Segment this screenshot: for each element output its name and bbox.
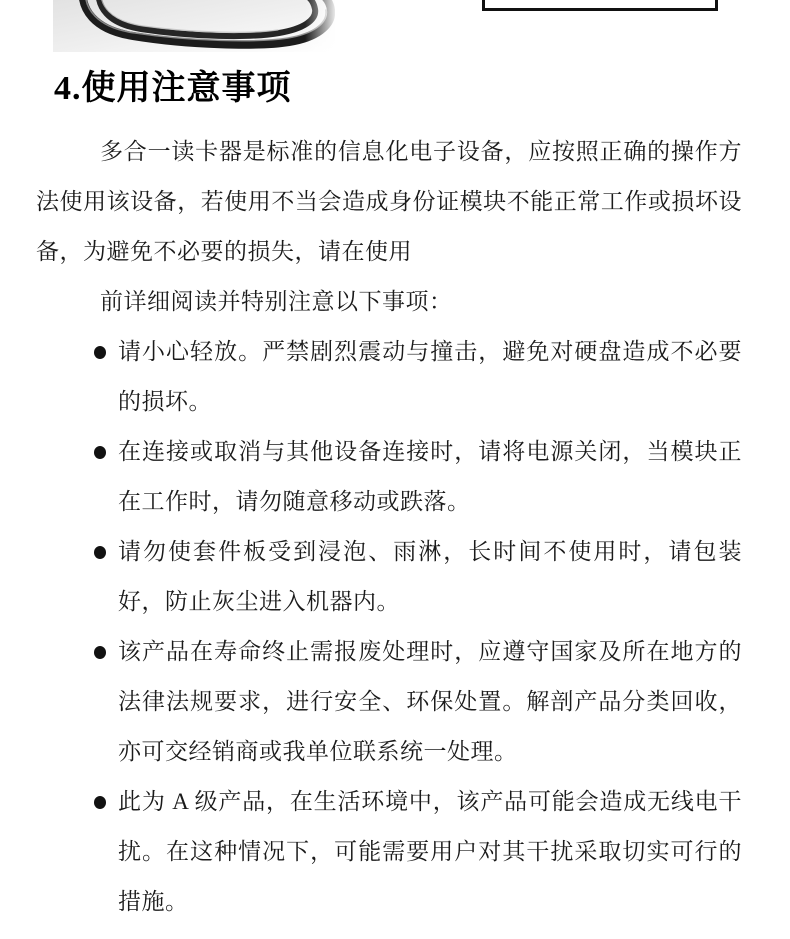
list-item	[36, 777, 742, 927]
list-item-text: 在连接或取消与其他设备连接时，请将电源关闭，当模块正在工作时，请勿随意移动或跌落。	[118, 439, 742, 514]
list-item-text: 此为 A 级产品，在生活环境中，该产品可能会造成无线电干扰。在这种情况下，可能需要用户对其干扰采取切实可行的措施。	[118, 789, 742, 914]
list-item	[36, 327, 742, 427]
bullet-icon	[94, 546, 106, 559]
list-item-text: 请勿使套件板受到浸泡、雨淋，长时间不使用时，请包装好，防止灰尘进入机器内。	[118, 539, 742, 614]
body-content	[36, 127, 742, 927]
list-item	[36, 427, 742, 527]
paragraph-intro: 多合一读卡器是标准的信息化电子设备，应按照正确的操作方法使用该设备，若使用不当会造成身份证模块不能正常工作或损坏设备，为避免不必要的损失，请在使用	[36, 139, 742, 264]
section-heading: 4.使用注意事项	[54, 70, 292, 107]
paragraph-read-notice: 前详细阅读并特别注意以下事项：	[100, 289, 453, 314]
bullet-icon	[94, 346, 106, 359]
cable-photo	[53, 0, 335, 52]
list-item-text: 该产品在寿命终止需报废处理时，应遵守国家及所在地方的法律法规要求，进行安全、环保处置。解剖产品分类回收，亦可交经销商或我单位联系统一处理。	[118, 639, 742, 764]
bullet-icon	[94, 446, 106, 459]
notice-list	[36, 327, 742, 927]
bullet-icon	[94, 646, 106, 659]
cropped-frame-box	[482, 0, 718, 11]
list-item-text: 请小心轻放。严禁剧烈震动与撞击，避免对硬盘造成不必要的损坏。	[118, 339, 742, 414]
bullet-icon	[94, 796, 106, 809]
cable-photo-graphic	[53, 0, 335, 52]
list-item	[36, 627, 742, 777]
list-item	[36, 527, 742, 627]
